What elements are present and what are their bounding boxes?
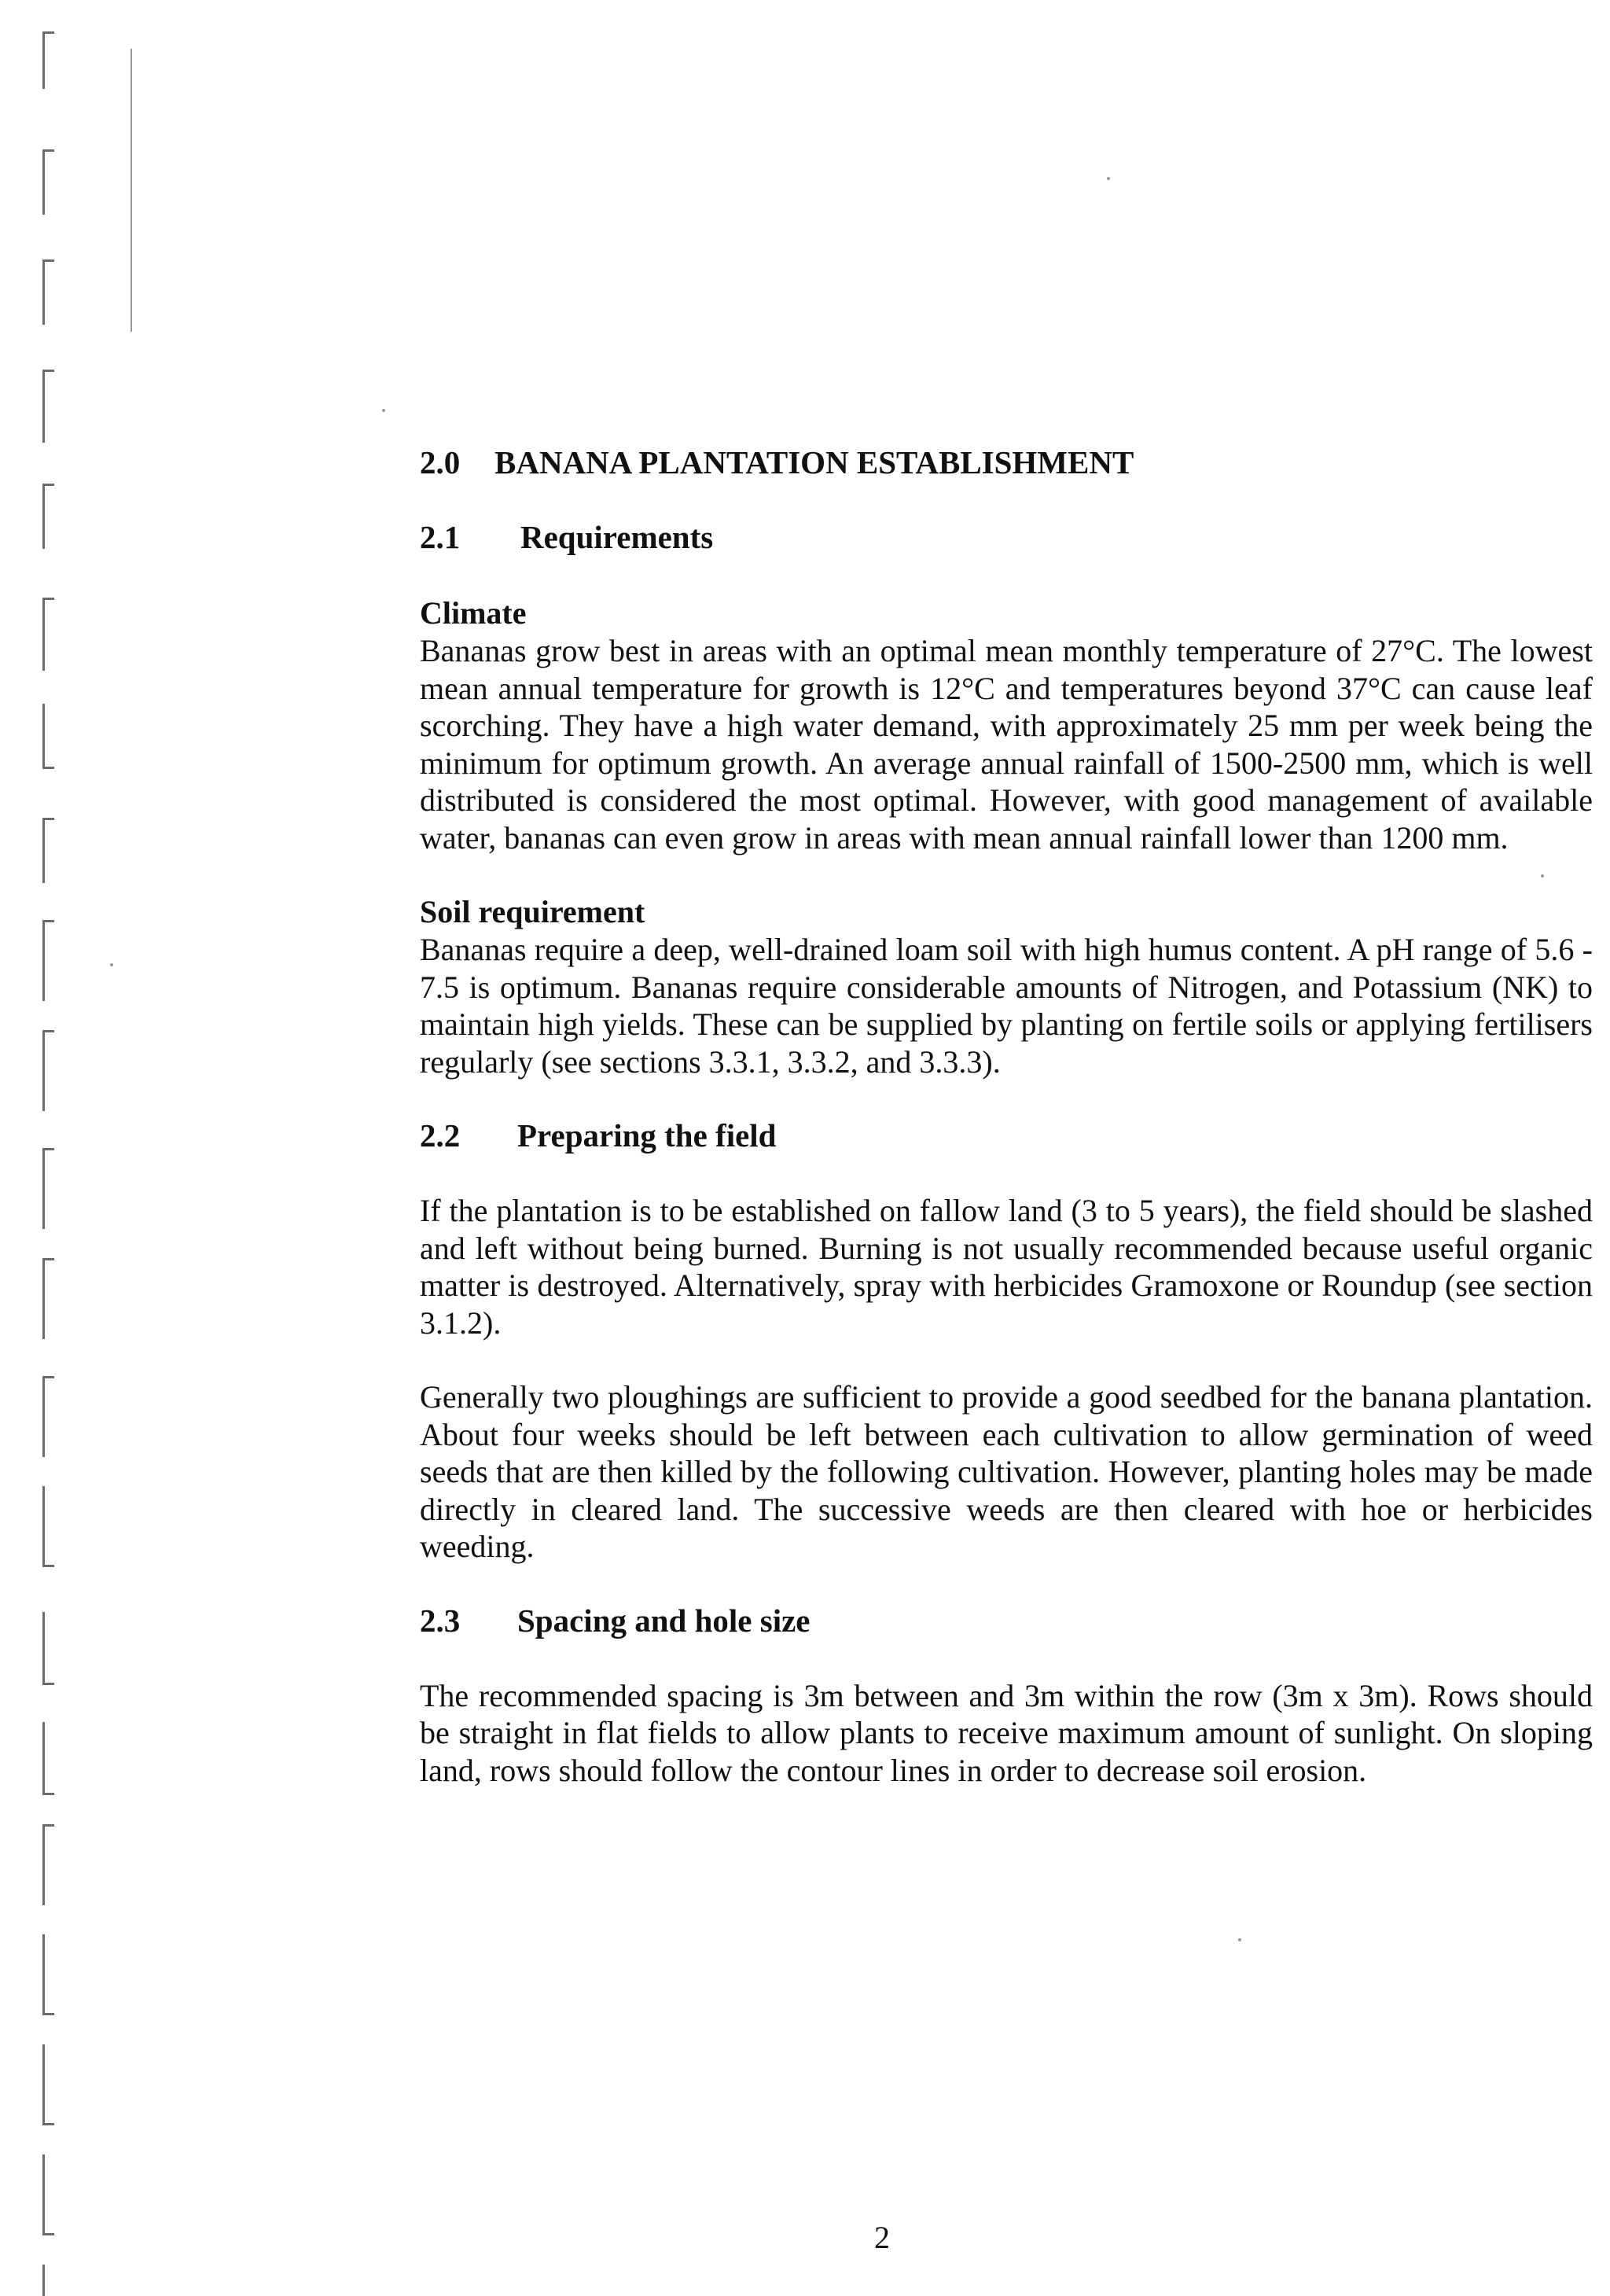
binder-mark — [42, 818, 54, 883]
binder-mark — [42, 31, 54, 89]
scan-speck — [110, 963, 113, 966]
subsection-number: 2.3 — [420, 1602, 461, 1639]
scan-speck — [382, 409, 385, 412]
binder-mark — [42, 1486, 54, 1567]
document-body — [420, 444, 1593, 1789]
binder-mark — [42, 370, 54, 443]
binder-mark — [42, 259, 54, 325]
subsection-title: Requirements — [520, 519, 714, 555]
scan-line — [130, 49, 132, 332]
subsection-title: Preparing the field — [517, 1117, 777, 1154]
preparing-paragraph-1: If the plantation is to be established on fallow land (3 to 5 years), the field should be slashed and left without being burned. Burning is not usually recommended because useful organic matter is destroyed. Alternatively, spray with herbicides Gramoxone or Roundup (see section 3.1.2). — [420, 1193, 1593, 1341]
section-title: BANANA PLANTATION ESTABLISHMENT — [494, 444, 1134, 480]
binder-mark — [42, 1612, 54, 1685]
binder-mark — [42, 149, 54, 215]
binder-mark — [42, 1258, 54, 1339]
scan-speck — [1238, 1938, 1241, 1941]
soil-heading: Soil requirement — [420, 894, 645, 929]
binder-mark — [42, 2044, 54, 2125]
subsection-number: 2.2 — [420, 1117, 461, 1154]
scan-speck — [1107, 177, 1110, 180]
binder-mark — [42, 1722, 54, 1795]
binder-mark — [42, 2265, 54, 2296]
subsection-heading-preparing — [420, 1117, 1593, 1155]
binder-mark — [42, 1934, 54, 2015]
binder-mark — [42, 1030, 54, 1111]
climate-heading: Climate — [420, 595, 527, 631]
section-number: 2.0 — [420, 444, 461, 480]
subsection-title: Spacing and hole size — [517, 1602, 811, 1639]
climate-paragraph: Bananas grow best in areas with an optimal mean monthly temperature of 27°C. The lowest mean annual temperature for growth is 12°C and temperatures beyond 37°C can cause leaf scorching. They have a high water demand, with approximately 25 mm per week being the minimum for optimum growth. An average annual rainfall of 1500-2500 mm, which is well distributed is considered the most optimal. However, with good management of available water, bananas can even grow in areas with mean annual rainfall lower than 1200 mm. — [420, 633, 1593, 855]
binder-mark — [42, 484, 54, 549]
binder-mark — [42, 1824, 54, 1905]
binder-mark — [42, 920, 54, 1001]
subsection-heading-spacing — [420, 1602, 1593, 1640]
spacing-paragraph: The recommended spacing is 3m between and 3m within the row (3m x 3m). Rows should be straight in flat fields to allow plants to receive maximum amount of sunlight. On sloping land, rows should follow the contour lines in order to decrease soil erosion. — [420, 1677, 1593, 1788]
subsection-number: 2.1 — [420, 519, 461, 555]
section-heading — [420, 444, 1593, 482]
preparing-paragraph-2: Generally two ploughings are sufficient to provide a good seedbed for the banana plantation. About four weeks should be left between each cultivation to allow germination of weed seeds that are then killed by the following cultivation. However, planting holes may be made directly in cleared land. The successive weeds are then cleared with hoe or herbicides weeding. — [420, 1379, 1593, 1564]
binder-mark — [42, 1148, 54, 1229]
soil-paragraph: Bananas require a deep, well-drained loam soil with high humus content. A pH range of 5.6 - 7.5 is optimum. Bananas require considerable amounts of Nitrogen, and Potassium (NK) to maintain high yields. These can be supplied by planting on fertile soils or applying fertilisers regularly (see sections 3.3.1, 3.3.2, and 3.3.3). — [420, 932, 1593, 1080]
binder-mark — [42, 704, 54, 769]
binder-mark — [42, 598, 54, 671]
binder-mark — [42, 1376, 54, 1457]
page-number: 2 — [874, 2220, 890, 2255]
subsection-heading-requirements — [420, 519, 1593, 557]
